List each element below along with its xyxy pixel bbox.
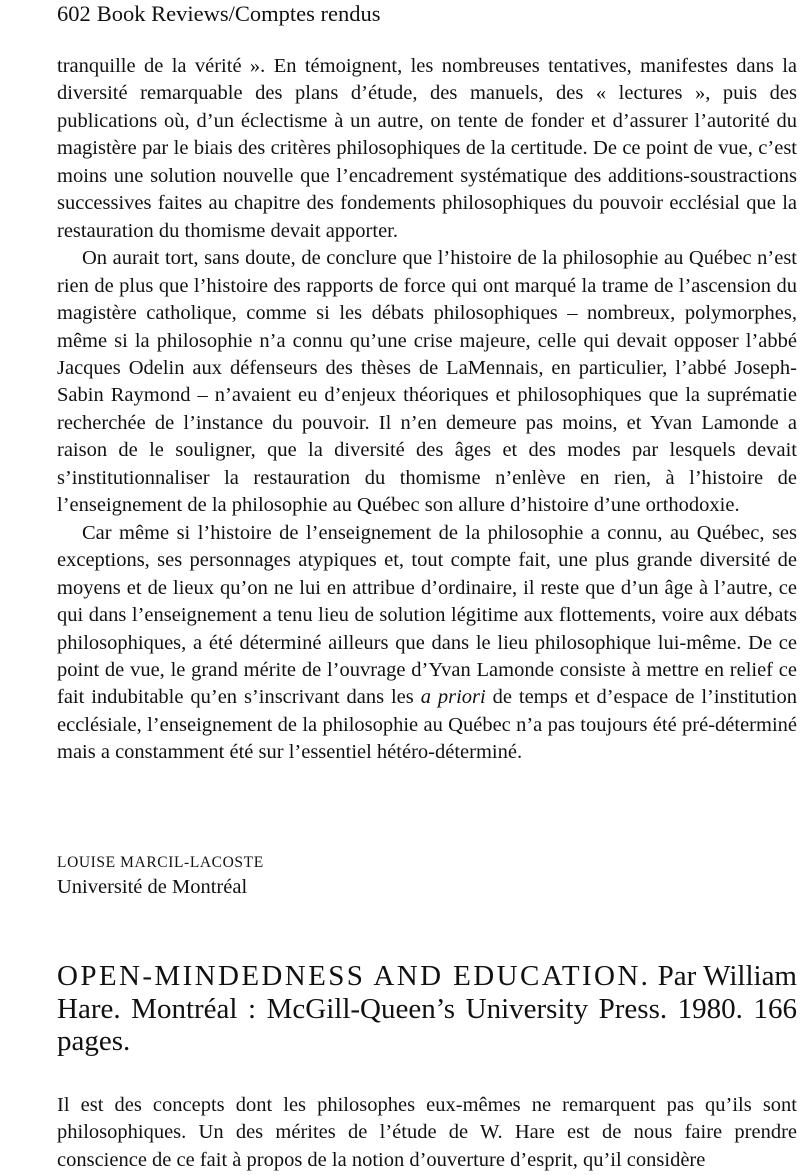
review-body xyxy=(57,53,797,767)
book-title: OPEN-MINDEDNESS AND EDUCATION. xyxy=(57,960,651,992)
italic-a-priori: a priori xyxy=(420,686,486,709)
paragraph-3-part-2: de temps et d’espace de l’institution ecclésiale, l’enseignement de la philosophie au Québec n’a pas toujours été pré-déterminé mais a constamment été sur l’essentiel hétéro-déterminé. xyxy=(57,686,797,764)
paragraph-1: tranquille de la vérité ». En témoignent, les nombreuses tentatives, manifestes dans la diversité remarquable des plans d’étude, des manuels, des « lectures », puis des publications où, d’un éclectisme à un autre, on tente de fonder et d’assurer l’autorité du magistère par le biais des critères philosophiques de la certitude. De ce point de vue, c’est moins une solution nouvelle que l’encadrement systématique des additions-soustractions successives faites au chapitre des fondements philosophiques du pouvoir ecclésial que la restauration du thomisme devait apporter. xyxy=(57,55,797,242)
reviewer-affiliation: Université de Montréal xyxy=(57,876,248,898)
paragraph-3 xyxy=(57,520,797,767)
book-details: Par William Hare. Montréal : McGill-Queen’s University Press. 1980. 166 pages. xyxy=(57,960,797,1057)
section-title: Book Reviews/Comptes rendus xyxy=(96,1,381,26)
next-review-body xyxy=(57,1092,797,1174)
reviewer-name: LOUISE MARCIL-LACOSTE xyxy=(57,854,264,871)
running-head xyxy=(57,1,380,27)
page-number: 602 xyxy=(57,1,91,26)
book-heading xyxy=(57,960,797,1058)
reviewer-signature xyxy=(57,852,264,901)
paragraph-3-part-1: Car même si l’histoire de l’enseignement de la philosophie a connu, au Québec, ses exceptions, ses personnages atypiques et, tout compte fait, une plus grande diversité de moyens et de lieux qu’on ne lui en attribue d’ordinaire, il reste que d’un âge à l’autre, ce qui dans l’enseignement a tenu lieu de solution légitime aux flottements, voire aux débats philosophiques, a été déterminé ailleurs que dans le lieu philosophique lui-même. De ce point de vue, le grand mérite de l’ouvrage d’Yvan Lamonde consiste à mettre en relief ce fait indubitable qu’en s’inscrivant dans les xyxy=(57,521,797,709)
next-review-paragraph: Il est des concepts dont les philosophes eux-mêmes ne remarquent pas qu’ils sont philosophiques. Un des mérites de l’étude de W. Hare est de nous faire prendre conscience de ce fait à propos de la notion d’ouverture d’esprit, qu’il considère xyxy=(57,1094,797,1171)
paragraph-2: On aurait tort, sans doute, de conclure que l’histoire de la philosophie au Québec n’est rien de plus que l’histoire des rapports de force qui ont marqué la trame de l’ascension du magistère catholique, comme si les débats philosophiques – nombreux, polymorphes, même si la philosophie n’a connu qu’une crise majeure, celle qui devait opposer l’abbé Jacques Odelin aux défenseurs des thèses de LaMennais, en particulier, l’abbé Joseph-Sabin Raymond – n’avaient eu d’enjeux théoriques et philosophiques que la suprématie recherchée de l’instance du pouvoir. Il n’en demeure pas moins, et Yvan Lamonde a raison de le souligner, que la diversité des âges et des modes par lesquels devait s’institutionnaliser la restauration du thomisme n’enlève en rien, à l’histoire de l’enseignement de la philosophie au Québec son allure d’histoire d’une orthodoxie. xyxy=(57,247,797,517)
